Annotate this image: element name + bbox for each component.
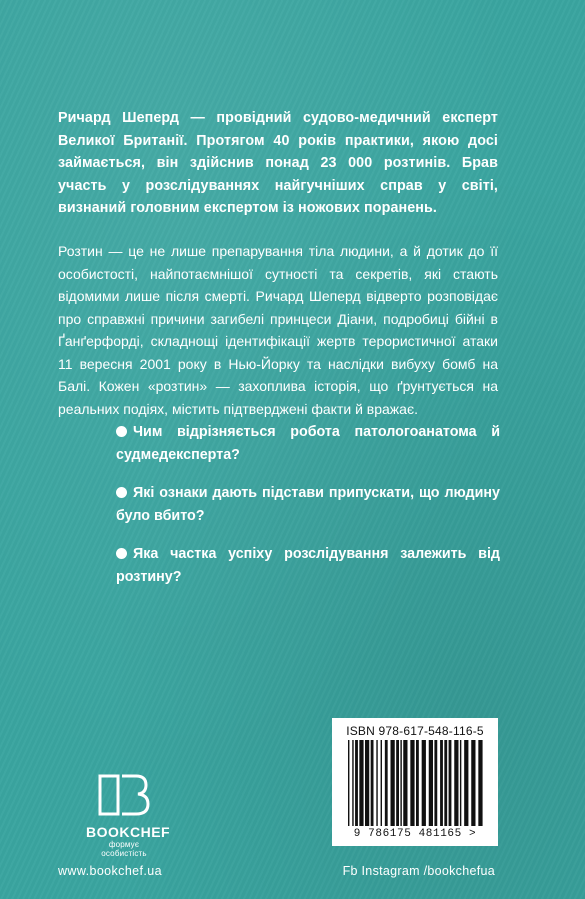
barcode-digits: 9 786175 481165 > bbox=[353, 828, 477, 840]
barcode-bar bbox=[385, 740, 388, 826]
barcode-bar bbox=[410, 740, 414, 826]
question-item bbox=[116, 421, 500, 467]
question-text: Яка частка успіху розслідування залежить від розтину? bbox=[116, 546, 500, 585]
barcode-bar bbox=[376, 740, 377, 826]
question-item bbox=[116, 482, 500, 528]
barcode-bar bbox=[365, 740, 369, 826]
question-text: Чим відрізняється робота патологоанатома й судмедексперта? bbox=[116, 424, 500, 463]
publisher-tagline: формує особистість bbox=[101, 840, 147, 858]
barcode-bar bbox=[403, 740, 407, 826]
author-intro-paragraph: Ричард Шеперд — провідний судово-медичний експерт Великої Британії. Протягом 40 років практики, якою досі займається, він здійснив понад 23 000 розтинів. Брав участь у розслідуваннях найгучніших справ у світі, визнаний головним експертом із ножових поранень. bbox=[58, 110, 498, 216]
bookchef-logo-icon bbox=[96, 772, 152, 818]
barcode-bar bbox=[391, 740, 395, 826]
barcode-bar bbox=[449, 740, 452, 826]
question-list bbox=[116, 421, 500, 604]
barcode-bar bbox=[422, 740, 426, 826]
barcode-bar bbox=[444, 740, 447, 826]
barcode-bars bbox=[346, 740, 486, 830]
bullet-icon bbox=[116, 426, 127, 437]
barcode-bar bbox=[464, 740, 468, 826]
publisher-logo bbox=[86, 772, 171, 858]
isbn-barcode bbox=[332, 718, 498, 846]
barcode-bar bbox=[348, 740, 349, 826]
barcode-bar bbox=[355, 740, 358, 826]
question-text: Які ознаки дають підстави припускати, що людину було вбито? bbox=[116, 485, 500, 524]
question-item bbox=[116, 543, 500, 589]
barcode-bar bbox=[454, 740, 458, 826]
barcode-bar bbox=[434, 740, 437, 826]
barcode-bar bbox=[440, 740, 443, 826]
barcode-bar bbox=[352, 740, 353, 826]
publisher-name: BOOKCHEF bbox=[86, 824, 171, 840]
publisher-website: www.bookchef.ua bbox=[58, 864, 162, 878]
barcode-bar bbox=[371, 740, 374, 826]
isbn-label: ISBN 978-617-548-116-5 bbox=[346, 724, 484, 738]
publisher-social: Fb Instagram /bookchefua bbox=[342, 864, 495, 878]
barcode-bar bbox=[400, 740, 401, 826]
barcode-bar bbox=[381, 740, 382, 826]
barcode-bar bbox=[460, 740, 461, 826]
barcode-bar bbox=[359, 740, 363, 826]
barcode-bar bbox=[429, 740, 433, 826]
barcode-bar bbox=[396, 740, 399, 826]
barcode-bar bbox=[478, 740, 482, 826]
barcode-bar bbox=[416, 740, 419, 826]
book-description-paragraph: Розтин — це не лише препарування тіла людини, а й дотик до її особистості, найпотаємнішої сутності та секретів, які стають відомими лише після смерті. Ричард Шеперд відверто розповідає про справжні причини загибелі принцеси Діани, подробиці бійні в Ґанґерфорді, складнощі ідентифікації жертв терористичної атаки 11 вересня 2001 року в Нью-Йорку та наслідки вибуху бомб на Балі. Кожен «розтин» — захоплива історія, що ґрунтується на реальних подіях, містить підтверджені факти й вражає. bbox=[58, 243, 498, 417]
bullet-icon bbox=[116, 487, 127, 498]
barcode-bar bbox=[471, 740, 475, 826]
bullet-icon bbox=[116, 548, 127, 559]
